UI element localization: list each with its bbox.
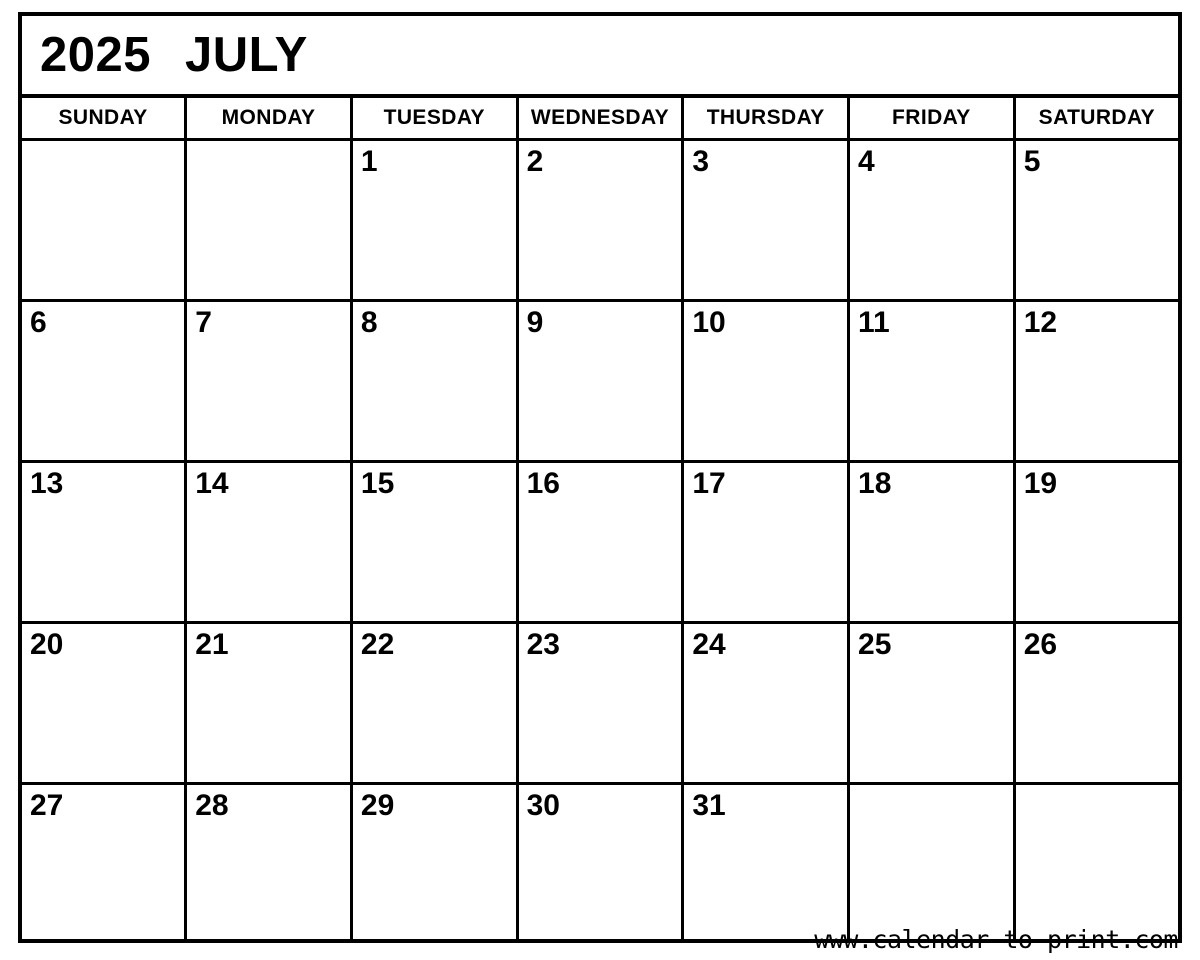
week-row — [20, 301, 1180, 462]
day-cell[interactable]: 6 — [20, 301, 186, 462]
day-cell[interactable]: 25 — [849, 623, 1015, 784]
weekday-wednesday: WEDNESDAY — [517, 96, 683, 140]
day-cell[interactable]: 12 — [1014, 301, 1180, 462]
day-cell[interactable]: 22 — [351, 623, 517, 784]
day-cell[interactable]: 17 — [683, 462, 849, 623]
week-row — [20, 462, 1180, 623]
day-cell[interactable]: 10 — [683, 301, 849, 462]
day-cell[interactable]: 13 — [20, 462, 186, 623]
day-cell[interactable]: 24 — [683, 623, 849, 784]
calendar-title — [20, 14, 1180, 96]
day-cell[interactable]: 3 — [683, 140, 849, 301]
day-cell[interactable]: 20 — [20, 623, 186, 784]
day-cell[interactable]: 7 — [186, 301, 352, 462]
day-cell[interactable]: 28 — [186, 784, 352, 942]
day-cell[interactable]: 16 — [517, 462, 683, 623]
website-footer: www.calendar-to-print.com — [814, 925, 1178, 954]
day-cell[interactable]: 2 — [517, 140, 683, 301]
day-cell[interactable] — [849, 784, 1015, 942]
weekday-header-row — [20, 96, 1180, 140]
calendar-month: JULY — [185, 28, 308, 82]
day-cell[interactable]: 9 — [517, 301, 683, 462]
weekday-sunday: SUNDAY — [20, 96, 186, 140]
day-cell[interactable]: 27 — [20, 784, 186, 942]
day-cell[interactable]: 21 — [186, 623, 352, 784]
day-cell[interactable]: 1 — [351, 140, 517, 301]
weekday-thursday: THURSDAY — [683, 96, 849, 140]
day-cell[interactable]: 18 — [849, 462, 1015, 623]
calendar-year: 2025 — [40, 28, 152, 82]
weekday-tuesday: TUESDAY — [351, 96, 517, 140]
week-row — [20, 623, 1180, 784]
weekday-monday: MONDAY — [186, 96, 352, 140]
day-cell[interactable]: 14 — [186, 462, 352, 623]
day-cell[interactable]: 26 — [1014, 623, 1180, 784]
day-cell[interactable] — [186, 140, 352, 301]
day-cell[interactable]: 15 — [351, 462, 517, 623]
day-cell[interactable]: 5 — [1014, 140, 1180, 301]
day-cell[interactable]: 8 — [351, 301, 517, 462]
day-cell[interactable]: 31 — [683, 784, 849, 942]
week-row — [20, 140, 1180, 301]
day-cell[interactable]: 23 — [517, 623, 683, 784]
day-cell[interactable]: 19 — [1014, 462, 1180, 623]
day-cell[interactable]: 29 — [351, 784, 517, 942]
week-row — [20, 784, 1180, 942]
day-cell[interactable] — [20, 140, 186, 301]
calendar-title-row — [20, 14, 1180, 96]
weekday-saturday: SATURDAY — [1014, 96, 1180, 140]
day-cell[interactable]: 4 — [849, 140, 1015, 301]
weekday-friday: FRIDAY — [849, 96, 1015, 140]
day-cell[interactable]: 30 — [517, 784, 683, 942]
day-cell[interactable]: 11 — [849, 301, 1015, 462]
day-cell[interactable] — [1014, 784, 1180, 942]
monthly-calendar — [18, 12, 1182, 943]
